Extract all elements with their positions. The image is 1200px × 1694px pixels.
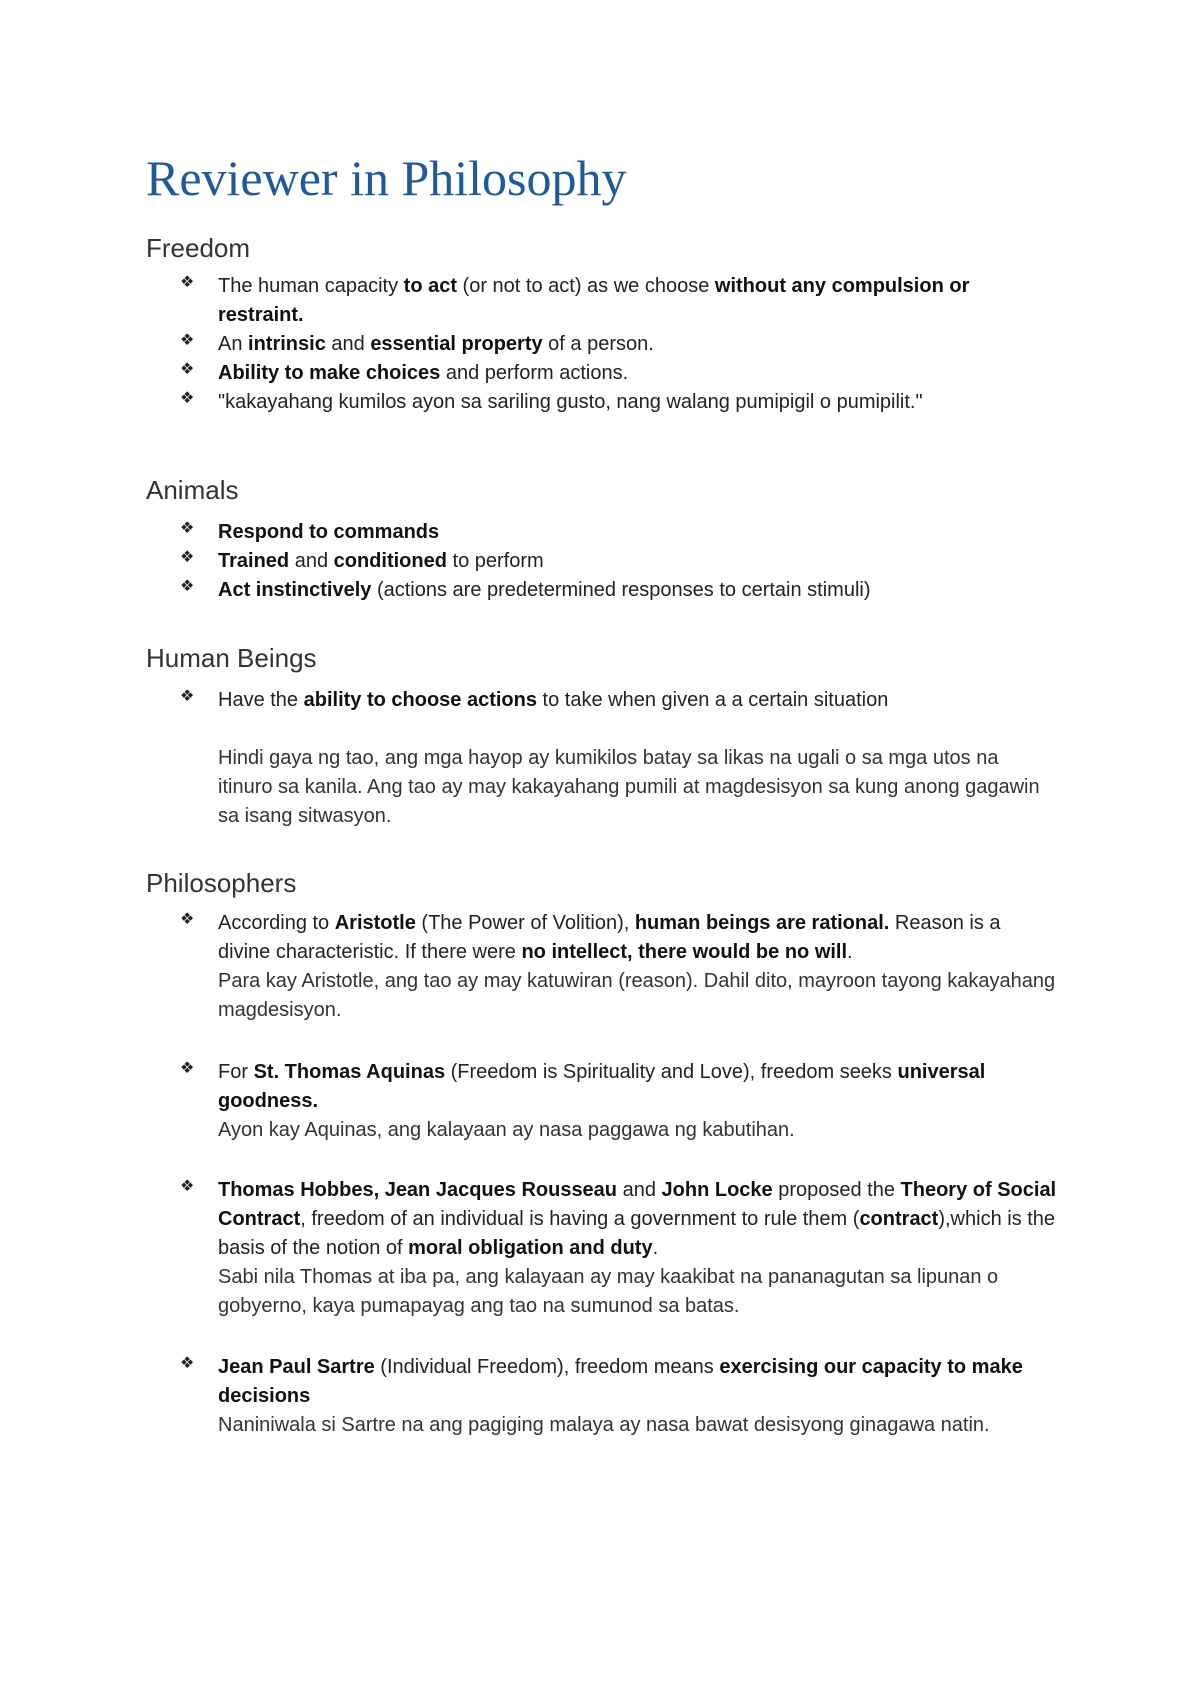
philosophers-list [0, 1058, 1058, 1145]
section-heading-freedom: Freedom [146, 233, 251, 263]
human-beings-paragraph: Hindi gaya ng tao, ang mga hayop ay kumikilos batay sa likas na ugali o sa mga utos na itinuro sa kanila. Ang tao ay may kakayahang pumili at magdesisyon sa kung anong gagawin sa isang sitwasyon. [218, 747, 1040, 827]
philosophers-list [0, 909, 1058, 1025]
list-item: ❖ Act instinctively (actions are predetermined responses to certain stimuli) [180, 576, 871, 601]
list-item: ❖ Jean Paul Sartre (Individual Freedom), freedom means exercising our capacity to make decisions Naniniwala si Sartre na ang pagiging malaya ay nasa bawat desisyong ginagawa natin. [0, 1353, 1058, 1440]
list-item: ❖ According to Aristotle (The Power of Volition), human beings are rational. Reason is a divine characteristic. If there were no intellect, there would be no will. Para kay Aristotle, ang tao ay may katuwiran (reason). Dahil dito, mayroon tayong kakayahang magdesisyon. [0, 909, 1058, 1025]
diamond-bullet-icon: ❖ [180, 1058, 195, 1077]
diamond-bullet-icon: ❖ [180, 547, 195, 566]
diamond-bullet-icon: ❖ [180, 576, 195, 595]
diamond-bullet-icon: ❖ [180, 1176, 195, 1195]
translation-note: Ayon kay Aquinas, ang kalayaan ay nasa paggawa ng kabutihan. [218, 1119, 795, 1141]
document-title: Reviewer in Philosophy [146, 150, 627, 206]
list-item: ❖ "kakayahang kumilos ayon sa sariling gusto, nang walang pumipigil o pumipilit." [180, 388, 923, 413]
list-item: ❖ Have the ability to choose actions to take when given a a certain situation [180, 686, 889, 711]
freedom-list [0, 272, 1058, 417]
diamond-bullet-icon: ❖ [180, 359, 195, 378]
human-beings-list [0, 686, 1058, 715]
section-heading-philosophers: Philosophers [146, 868, 297, 898]
philosophers-list [0, 1353, 1058, 1440]
list-item: ❖ Respond to commands [180, 518, 440, 543]
list-item: ❖ Ability to make choices and perform actions. [180, 359, 629, 384]
translation-note: Sabi nila Thomas at iba pa, ang kalayaan ay may kaakibat na pananagutan sa lipunan o gobyerno, kaya pumapayag ang tao na sumunod sa batas. [218, 1266, 999, 1317]
list-item: ❖ Thomas Hobbes, Jean Jacques Rousseau and John Locke proposed the Theory of Social Contract, freedom of an individual is having a government to rule them (contract),which is the basis of the notion of moral obligation and duty. Sabi nila Thomas at iba pa, ang kalayaan ay may kaakibat na pananagutan sa lipunan o gobyerno, kaya pumapayag ang tao na sumunod sa batas. [0, 1176, 1058, 1321]
section-heading-animals: Animals [146, 475, 239, 505]
section-heading-human-beings: Human Beings [146, 643, 317, 673]
list-item: ❖ Trained and conditioned to perform [180, 547, 544, 572]
list-item: ❖ The human capacity to act (or not to act) as we choose without any compulsion or restraint. [180, 272, 970, 326]
diamond-bullet-icon: ❖ [180, 909, 195, 928]
philosophers-list [0, 1176, 1058, 1321]
translation-note: Para kay Aristotle, ang tao ay may katuwiran (reason). Dahil dito, mayroon tayong kakayahang magdesisyon. [218, 970, 1056, 1021]
list-item: ❖ An intrinsic and essential property of a person. [180, 330, 654, 355]
diamond-bullet-icon: ❖ [180, 330, 195, 349]
diamond-bullet-icon: ❖ [180, 518, 195, 537]
translation-note: Naniniwala si Sartre na ang pagiging malaya ay nasa bawat desisyong ginagawa natin. [218, 1414, 990, 1436]
diamond-bullet-icon: ❖ [180, 1353, 195, 1372]
animals-list [0, 518, 1058, 605]
list-item: ❖ For St. Thomas Aquinas (Freedom is Spirituality and Love), freedom seeks universal goodness. Ayon kay Aquinas, ang kalayaan ay nasa paggawa ng kabutihan. [0, 1058, 1058, 1145]
diamond-bullet-icon: ❖ [180, 272, 195, 291]
diamond-bullet-icon: ❖ [180, 686, 195, 705]
diamond-bullet-icon: ❖ [180, 388, 195, 407]
